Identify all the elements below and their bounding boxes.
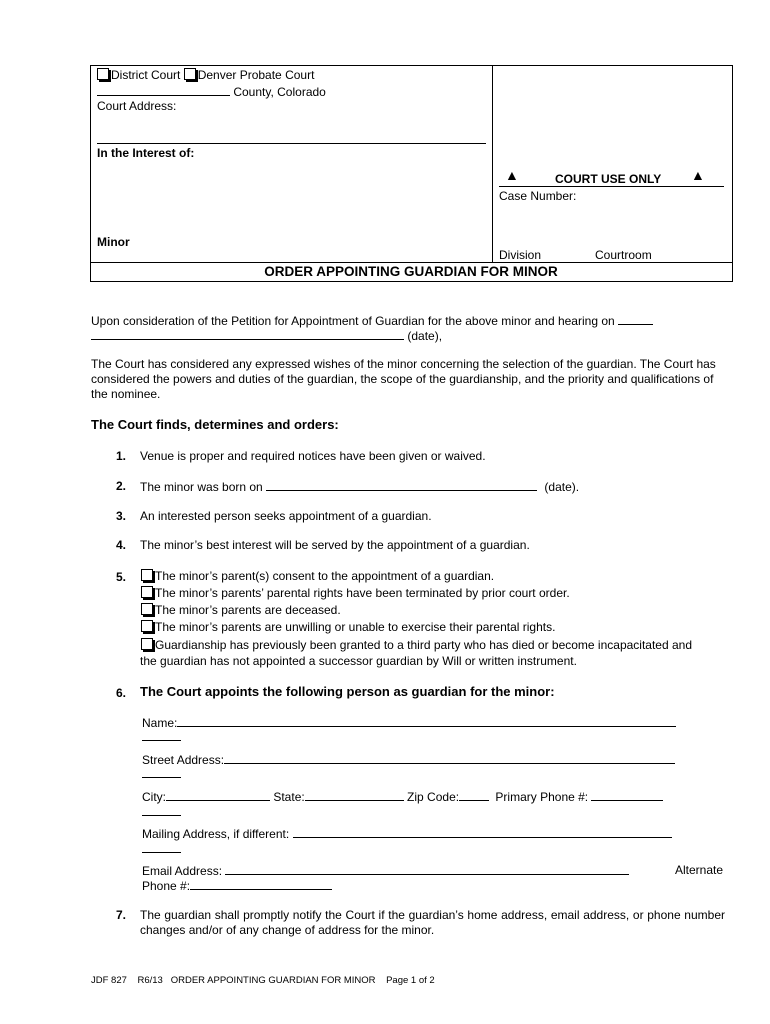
item-5-number: 5. <box>116 570 127 584</box>
item-7-text: The guardian shall promptly notify the Court if the guardian’s home address, email address, or phone number changes and/or of any change of address for the minor. <box>140 908 725 937</box>
court-address-label: Court Address: <box>97 99 177 113</box>
option-5-text: Guardianship has previously been granted to a third party who has died or become incapacitated and <box>155 638 693 652</box>
option-4 <box>141 620 555 634</box>
case-number-label: Case Number: <box>499 189 577 203</box>
item-6-number: 6. <box>116 686 127 700</box>
guardian-name-field <box>142 715 676 730</box>
item-2-date-label: (date). <box>544 480 580 494</box>
name-blank-cont[interactable] <box>142 740 181 741</box>
title-divider <box>90 262 732 263</box>
mailing-blank-cont[interactable] <box>142 852 181 853</box>
item-4-text: The minor’s best interest will be served by the appointment of a guardian. <box>140 538 530 552</box>
option-1-text: The minor’s parent(s) consent to the appointment of a guardian. <box>155 569 495 583</box>
option-1-checkbox[interactable] <box>141 569 153 581</box>
email-blank[interactable] <box>225 863 629 875</box>
denver-probate-court-checkbox[interactable] <box>184 68 196 80</box>
street-blank[interactable] <box>224 752 675 764</box>
name-blank[interactable] <box>177 715 676 727</box>
street-label: Street Address: <box>142 753 225 767</box>
item-3-number: 3. <box>116 509 127 523</box>
intro-text: Upon consideration of the Petition for Appointment of Guardian for the above minor and hearing on <box>91 314 615 328</box>
email-field <box>142 863 629 878</box>
mailing-label: Mailing Address, if different: <box>142 827 290 841</box>
caption-divider <box>492 65 493 262</box>
street-blank-cont[interactable] <box>142 777 181 778</box>
court-address-blank[interactable] <box>97 143 486 144</box>
court-use-rule <box>499 186 724 187</box>
alternate-phone-field <box>142 878 332 893</box>
zip-label: Zip Code: <box>407 790 460 804</box>
minor-label: Minor <box>97 235 130 249</box>
intro-date-line <box>91 328 442 343</box>
item-2-number: 2. <box>116 479 127 493</box>
primary-phone-blank[interactable] <box>591 789 663 801</box>
option-2 <box>141 586 570 600</box>
footer: JDF 827 R6/13 ORDER APPOINTING GUARDIAN FOR MINOR Page 1 of 2 <box>91 975 435 986</box>
option-4-checkbox[interactable] <box>141 620 153 632</box>
name-label: Name: <box>142 716 178 730</box>
item-7-number: 7. <box>116 908 127 922</box>
county-line <box>97 84 326 99</box>
document-title: ORDER APPOINTING GUARDIAN FOR MINOR <box>264 264 558 279</box>
court-use-only-label: COURT USE ONLY <box>555 172 662 186</box>
street-address-field <box>142 752 675 767</box>
division-label: Division <box>499 248 542 262</box>
county-blank[interactable] <box>97 84 230 96</box>
option-2-text: The minor’s parents’ parental rights have been terminated by prior court order. <box>155 586 570 600</box>
primary-phone-label: Primary Phone #: <box>495 790 589 804</box>
county-colorado-label: County, Colorado <box>233 85 326 99</box>
item-4-number: 4. <box>116 538 127 552</box>
option-4-text: The minor’s parents are unwilling or unable to exercise their parental rights. <box>155 620 556 634</box>
option-3 <box>141 603 341 617</box>
mailing-address-field <box>142 826 672 841</box>
denver-probate-court-label: Denver Probate Court <box>197 68 315 82</box>
option-3-checkbox[interactable] <box>141 603 153 615</box>
state-label: State: <box>273 790 305 804</box>
option-3-text: The minor’s parents are deceased. <box>155 603 341 617</box>
item-2-text: The minor was born on <box>140 480 263 494</box>
district-court-label: District Court <box>111 68 181 82</box>
court-type-selector <box>97 68 314 82</box>
alternate-label: Alternate <box>675 863 724 877</box>
item-1-text: Venue is proper and required notices have been given or waived. <box>140 449 486 463</box>
option-5 <box>141 638 692 652</box>
triangle-left-icon: ▲ <box>505 167 519 183</box>
option-2-checkbox[interactable] <box>141 586 153 598</box>
city-blank[interactable] <box>166 789 270 801</box>
state-blank[interactable] <box>305 789 404 801</box>
intro-line <box>91 313 653 328</box>
mailing-blank[interactable] <box>293 826 672 838</box>
item-3-text: An interested person seeks appointment of a guardian. <box>140 509 432 523</box>
city-state-zip-line <box>142 789 663 804</box>
item-2-line <box>140 479 579 494</box>
option-5-checkbox[interactable] <box>141 638 153 650</box>
considered-paragraph: The Court has considered any expressed wishes of the minor concerning the selection of the guardian. The Court has considered the powers and duties of the guardian, the scope of the guardianship, and the priority and qualifications of the nominee. <box>91 357 716 401</box>
district-court-checkbox[interactable] <box>97 68 109 80</box>
alternate-phone-blank[interactable] <box>190 878 332 890</box>
birth-date-blank[interactable] <box>266 479 537 491</box>
item-6-text: The Court appoints the following person as guardian for the minor: <box>140 684 555 699</box>
in-the-interest-label: In the Interest of: <box>97 146 195 160</box>
option-1 <box>141 569 494 583</box>
courtroom-label: Courtroom <box>595 248 652 262</box>
zip-blank[interactable] <box>459 789 489 801</box>
phone-blank-cont[interactable] <box>142 815 181 816</box>
hearing-date-blank[interactable] <box>91 328 404 340</box>
hearing-blank-1[interactable] <box>618 313 653 325</box>
option-5-text-cont: the guardian has not appointed a successor guardian by Will or written instrument. <box>140 654 577 668</box>
email-label: Email Address: <box>142 864 223 878</box>
findings-heading: The Court finds, determines and orders: <box>91 417 339 432</box>
item-1-number: 1. <box>116 449 127 463</box>
intro-date-label: (date), <box>407 329 443 343</box>
alternate-phone-label: Phone #: <box>142 879 191 893</box>
city-label: City: <box>142 790 166 804</box>
triangle-right-icon: ▲ <box>691 167 705 183</box>
